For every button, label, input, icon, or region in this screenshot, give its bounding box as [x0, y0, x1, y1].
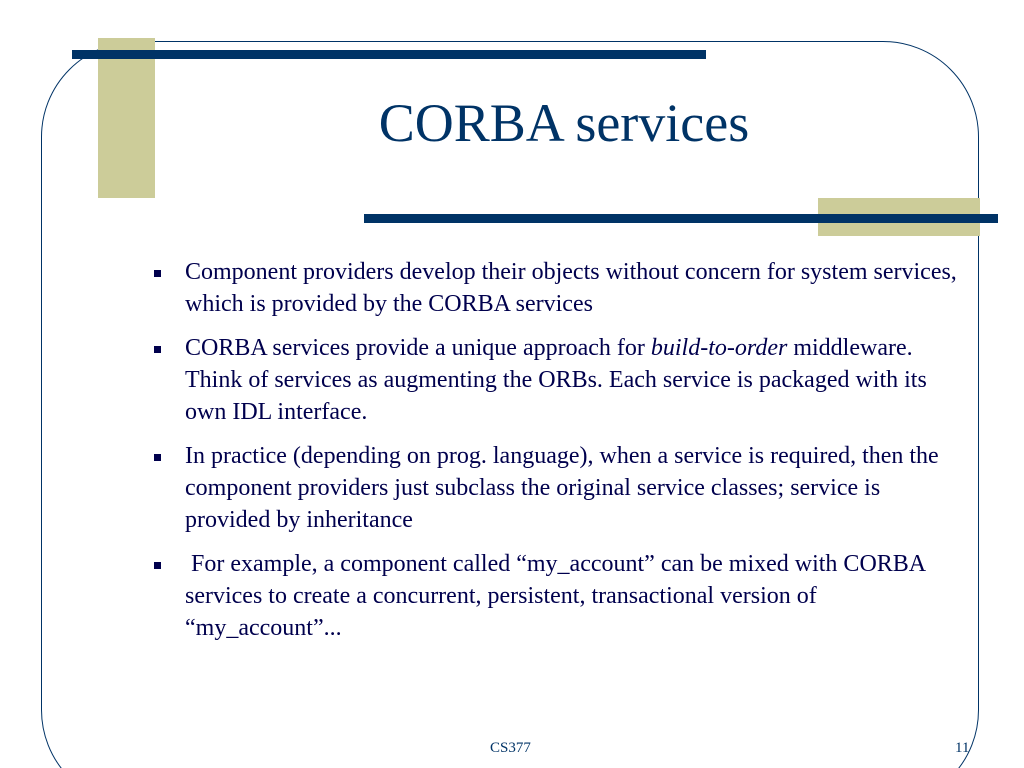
decorative-navy-bar-top [72, 50, 706, 59]
bullet-text-lead: CORBA services provide a unique approach for [185, 335, 651, 361]
square-bullet-icon [154, 454, 161, 461]
bullet-text: For example, a component called “my_account” can be mixed with CORBA services to create a concurrent, persistent, transactional version of “my_account”... [185, 551, 931, 641]
square-bullet-icon [154, 346, 161, 353]
slide-title: CORBA services [378, 93, 750, 153]
bullet-item [148, 440, 968, 536]
square-bullet-icon [154, 270, 161, 277]
bullet-text-emphasis: build-to-order [650, 335, 788, 361]
bullet-text: Component providers develop their objects without concern for system services, which is provided by the CORBA services [185, 259, 957, 317]
bullet-item [148, 256, 968, 320]
footer-course-label: CS377 [490, 740, 531, 756]
bullet-list [148, 256, 968, 656]
slide-number: 11 [955, 740, 970, 756]
decorative-navy-bar-under-title [364, 214, 998, 223]
bullet-text: In practice (depending on prog. language), when a service is required, then the component providers just subclass the original service classes; service is provided by inheritance [185, 443, 939, 533]
bullet-item [148, 548, 968, 644]
square-bullet-icon [154, 562, 161, 569]
bullet-item [148, 332, 968, 428]
bullet-text-tail: middleware. Think of services as augmenting the ORBs. Each service is packaged with its own IDL interface. [185, 335, 927, 425]
decorative-tan-block-top [98, 38, 155, 198]
